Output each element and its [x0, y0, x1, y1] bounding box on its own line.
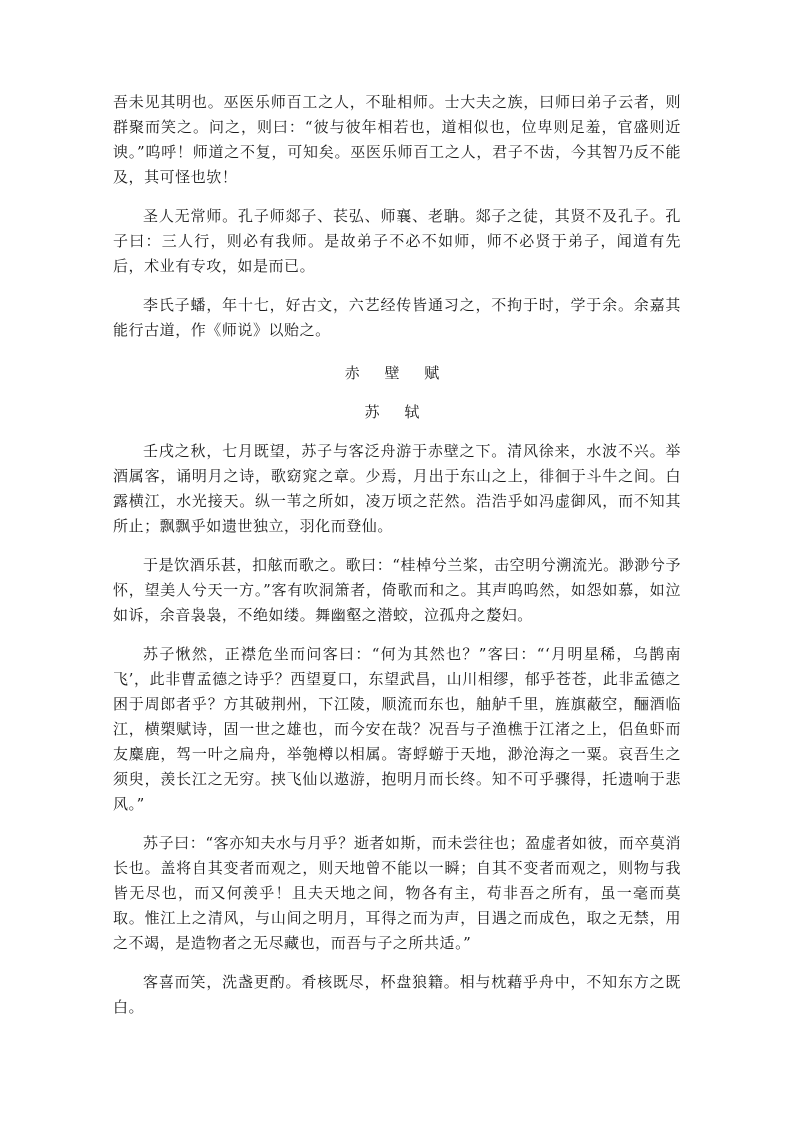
chibi-paragraph-1: 壬戌之秋，七月既望，苏子与客泛舟游于赤壁之下。清风徐来，水波不兴。举酒属客，诵明月之诗，歌窈窕之章。少焉，月出于东山之上，徘徊于斗牛之间。白露横江，水光接天。纵一苇之所如，凌万顷之茫然。浩浩乎如冯虚御风，而不知其所止；飘飘乎如遗世独立，羽化而登仙。 — [113, 442, 681, 535]
chibi-paragraph-5: 客喜而笑，洗盏更酌。肴核既尽，杯盘狼籍。相与枕藉乎舟中，不知东方之既白。 — [113, 973, 681, 1016]
chibi-paragraph-4: 苏子曰：“客亦知夫水与月乎？逝者如斯，而未尝往也；盈虚者如彼，而卒莫消长也。盖将自其变者而观之，则天地曾不能以一瞬；自其不变者而观之，则物与我皆无尽也，而又何羡乎！且夫天地之间，物各有主，苟非吾之所有，虽一毫而莫取。惟江上之清风，与山间之明月，耳得之而为声，目遇之而成色，取之无禁，用之不竭，是造物者之无尽藏也，而吾与子之所共适。” — [113, 834, 681, 952]
shishuo-paragraph-1: 吾未见其明也。巫医乐师百工之人，不耻相师。士大夫之族，曰师曰弟子云者，则群聚而笑之。问之，则曰：“彼与彼年相若也，道相似也，位卑则足羞，官盛则近谀。”呜呼！师道之不复，可知矣。巫医乐师百工之人，君子不齿，今其智乃反不能及，其可怪也欤！ — [113, 93, 681, 186]
essay-title: 赤 壁 赋 — [344, 364, 450, 382]
chibi-paragraph-3: 苏子愀然，正襟危坐而问客曰：“何为其然也？”客曰：“‘月明星稀，乌鹊南飞’，此非曹孟德之诗乎？西望夏口，东望武昌，山川相缪，郁乎苍苍，此非孟德之困于周郎者乎？方其破荆州，下江陵，顺流而东也，舳舻千里，旌旗蔽空，酾酒临江，横槊赋诗，固一世之雄也，而今安在哉？况吾与子渔樵于江渚之上，侣鱼虾而友麋鹿，驾一叶之扁舟，举匏樽以相属。寄蜉蝣于天地，渺沧海之一粟。哀吾生之须臾，羡长江之无穷。挟飞仙以遨游，抱明月而长终。知不可乎骤得，托遗响于悲风。” — [113, 645, 681, 813]
shishuo-paragraph-3: 李氏子蟠，年十七，好古文，六艺经传皆通习之，不拘于时，学于余。余嘉其能行古道，作《师说》以贻之。 — [113, 296, 681, 339]
essay-author: 苏 轼 — [364, 403, 430, 421]
document-page — [113, 90, 681, 1034]
shishuo-paragraph-2: 圣人无常师。孔子师郯子、苌弘、师襄、老聃。郯子之徒，其贤不及孔子。孔子曰：三人行，则必有我师。是故弟子不必不如师，师不必贤于弟子，闻道有先后，术业有专攻，如是而已。 — [113, 207, 681, 275]
chibi-paragraph-2: 于是饮酒乐甚，扣舷而歌之。歌曰：“桂棹兮兰桨，击空明兮溯流光。渺渺兮予怀，望美人兮天一方。”客有吹洞箫者，倚歌而和之。其声呜呜然，如怨如慕，如泣如诉，余音袅袅，不绝如缕。舞幽壑之潜蛟，泣孤舟之嫠妇。 — [113, 556, 681, 624]
